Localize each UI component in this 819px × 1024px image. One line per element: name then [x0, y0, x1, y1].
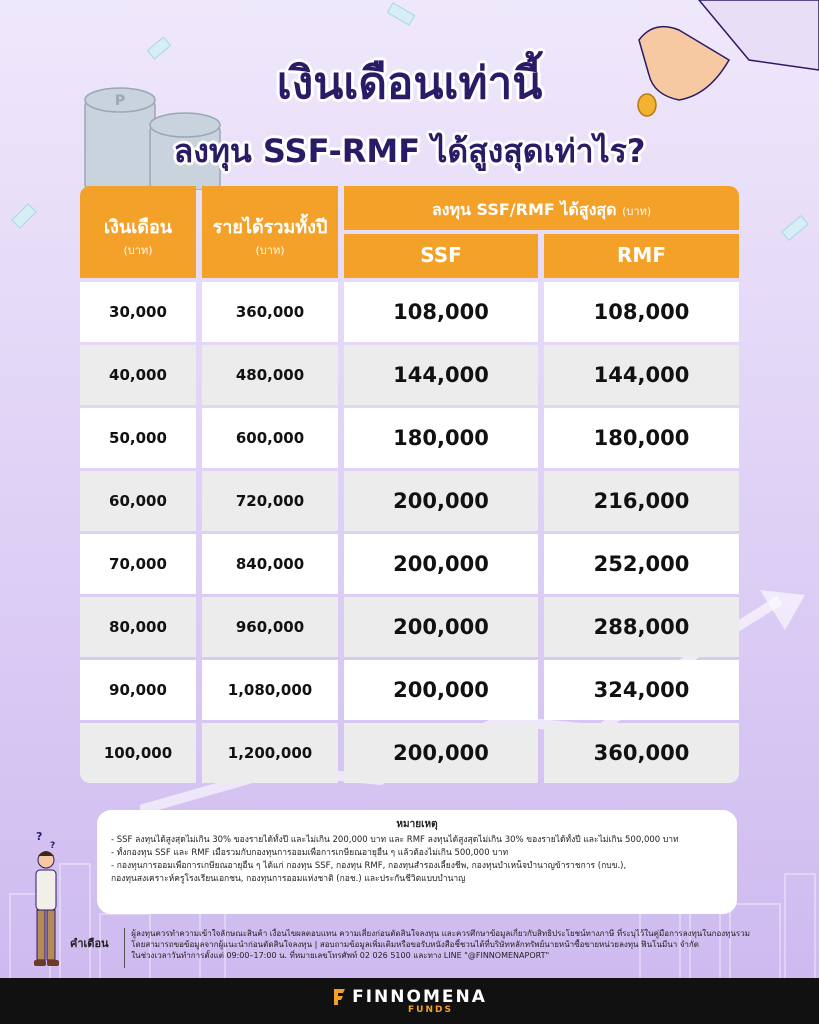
footer-bar	[0, 978, 819, 1024]
rmf-cell: 288,000	[544, 597, 739, 657]
disclaimer-divider	[124, 928, 125, 968]
brand-name: FINNOMENA	[352, 987, 487, 1007]
header-salary-unit: (บาท)	[123, 244, 153, 257]
disclaimer	[70, 928, 750, 972]
table-row	[80, 723, 739, 783]
income-cell: 1,200,000	[202, 723, 338, 783]
rmf-cell: 108,000	[544, 282, 739, 342]
header-ssf: SSF	[344, 234, 538, 278]
ssf-cell: 200,000	[344, 723, 538, 783]
header-group-unit: (บาท)	[622, 205, 652, 218]
disclaimer-label: คำเตือน	[70, 937, 109, 950]
rmf-cell: 180,000	[544, 408, 739, 468]
svg-text:?: ?	[50, 841, 56, 851]
note-line: - ทั้งกองทุน SSF และ RMF เมื่อรวมกับกองทุนการออมเพื่อการเกษียณอายุอื่น ๆ แล้วต้องไม่เกิน 500,000 บาท	[111, 848, 509, 858]
income-cell: 960,000	[202, 597, 338, 657]
ssf-cell: 200,000	[344, 534, 538, 594]
salary-cell: 90,000	[80, 660, 196, 720]
page-title: เงินเดือนเท่านี้	[276, 58, 543, 109]
ssf-cell: 108,000	[344, 282, 538, 342]
svg-text:P: P	[114, 93, 126, 109]
salary-cell: 100,000	[80, 723, 196, 783]
salary-cell: 60,000	[80, 471, 196, 531]
table-row	[80, 408, 739, 468]
rmf-cell: 144,000	[544, 345, 739, 405]
ssf-cell: 144,000	[344, 345, 538, 405]
rmf-cell: 252,000	[544, 534, 739, 594]
income-cell: 1,080,000	[202, 660, 338, 720]
brand-logo	[332, 987, 487, 1007]
rmf-cell: 216,000	[544, 471, 739, 531]
salary-cell: 30,000	[80, 282, 196, 342]
income-cell: 720,000	[202, 471, 338, 531]
header-rmf: RMF	[544, 234, 739, 278]
notes-box	[97, 810, 737, 914]
floating-bill-decoration	[781, 215, 809, 241]
svg-text:?: ?	[36, 830, 43, 843]
disclaimer-line: ผู้ลงทุนควรทำความเข้าใจลักษณะสินค้า เงื่อนไขผลตอบแทน ความเสี่ยงก่อนตัดสินใจลงทุน และควรศึกษาข้อมูลเกี่ยวกับสิทธิประโยชน์ทางภาษี ที่ระบุไว้ในคู่มือการลงทุนในกองทุนรวม	[131, 929, 750, 938]
floating-bill-decoration	[11, 203, 36, 228]
income-cell: 840,000	[202, 534, 338, 594]
table-row	[80, 534, 739, 594]
note-line: - กองทุนการออมเพื่อการเกษียณอายุอื่น ๆ ได้แก่ กองทุน SSF, กองทุน RMF, กองทุนสำรองเลี้ยงชีพ, กองทุนบำเหน็จบำนาญข้าราชการ (กบข.),	[111, 861, 627, 871]
finnomena-logo-icon	[332, 988, 346, 1006]
brand-sub: FUNDS	[408, 1005, 453, 1015]
ssf-cell: 200,000	[344, 660, 538, 720]
ssf-cell: 200,000	[344, 471, 538, 531]
header-salary	[80, 186, 196, 278]
note-line: - SSF ลงทุนได้สูงสุดไม่เกิน 30% ของรายได้ทั้งปี และไม่เกิน 200,000 บาท และ RMF ลงทุนได้สูงสุดไม่เกิน 30% ของรายได้ทั้งปี และไม่เกิน 500,000 บาท	[111, 835, 679, 845]
rmf-cell: 360,000	[544, 723, 739, 783]
header-annual-income	[202, 186, 338, 278]
ssf-cell: 200,000	[344, 597, 538, 657]
disclaimer-line: โดยสามารถขอข้อมูลจากผู้แนะนำก่อนตัดสินใจลงทุน | สอบถามข้อมูลเพิ่มเติมหรือขอรับหนังสือชี้ชวนได้ที่บริษัทหลักทรัพย์นายหน้าซื้อขายหน่วยลงทุน ฟินโนมีนา จำกัด	[131, 940, 699, 949]
rmf-cell: 324,000	[544, 660, 739, 720]
page-subtitle: ลงทุน SSF-RMF ได้สูงสุดเท่าไร?	[173, 132, 646, 170]
disclaimer-line: ในช่วงเวลาวันทำการตั้งแต่ 09:00–17:00 น. ที่หมายเลขโทรศัพท์ 02 026 5100 และทาง LINE "@FINNOMENAPORT"	[131, 951, 550, 960]
note-line: กองทุนสงเคราะห์ครูโรงเรียนเอกชน, กองทุนการออมแห่งชาติ (กอช.) และประกันชีวิตแบบบำนาญ	[111, 874, 466, 884]
header-max-investment	[344, 186, 739, 230]
header-income-label: รายได้รวมทั้งปี	[212, 217, 328, 238]
table-row	[80, 345, 739, 405]
table-row	[80, 471, 739, 531]
table-row	[80, 282, 739, 342]
salary-cell: 80,000	[80, 597, 196, 657]
disclaimer-text	[131, 928, 750, 961]
floating-bill-decoration	[387, 2, 416, 25]
table-row	[80, 597, 739, 657]
header-income-unit: (บาท)	[255, 244, 285, 257]
thinking-person-illustration	[22, 828, 72, 978]
salary-cell: 70,000	[80, 534, 196, 594]
header-salary-label: เงินเดือน	[103, 217, 173, 238]
income-cell: 360,000	[202, 282, 338, 342]
salary-cell: 40,000	[80, 345, 196, 405]
income-cell: 480,000	[202, 345, 338, 405]
notes-title: หมายเหตุ	[396, 819, 438, 830]
ssf-cell: 180,000	[344, 408, 538, 468]
header-group-label: ลงทุน SSF/RMF ได้สูงสุด	[431, 200, 617, 219]
salary-cell: 50,000	[80, 408, 196, 468]
income-cell: 600,000	[202, 408, 338, 468]
table-row	[80, 660, 739, 720]
